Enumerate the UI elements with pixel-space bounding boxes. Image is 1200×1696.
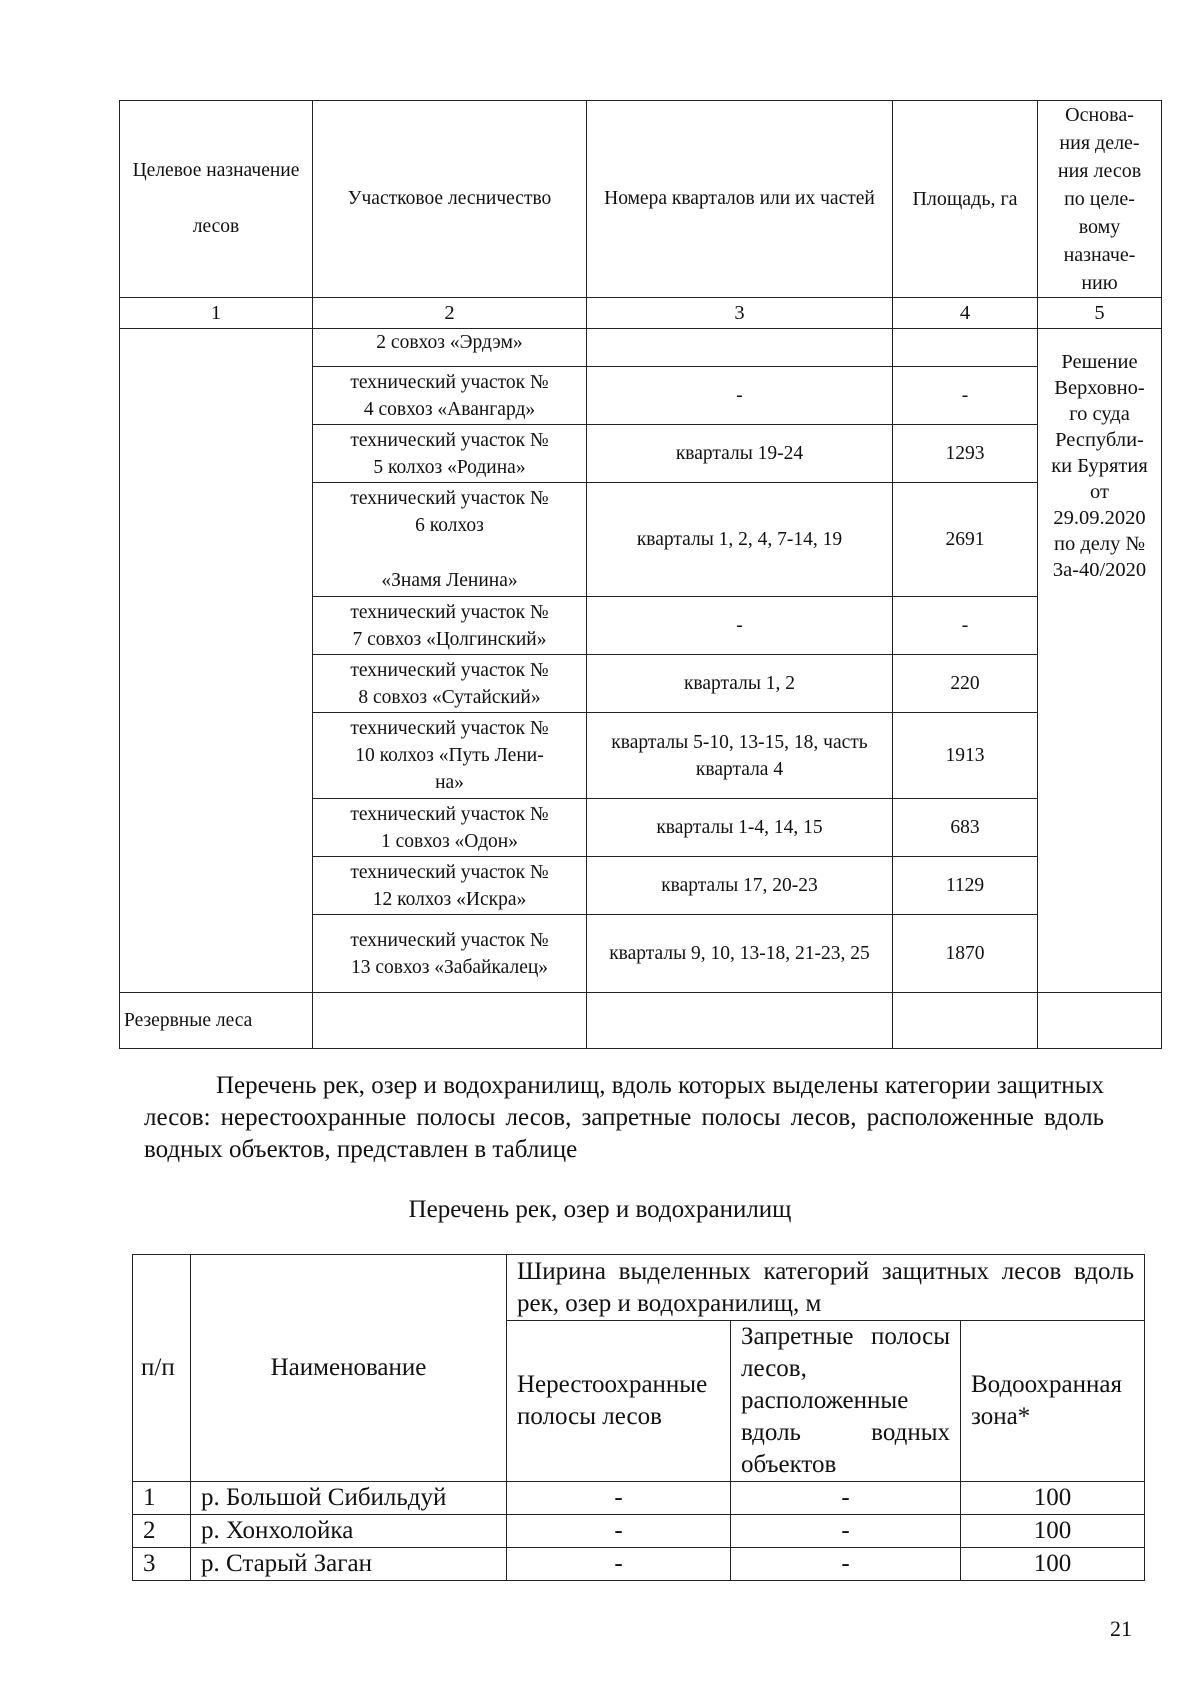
row-name: р. Хонхолойка	[191, 1515, 507, 1548]
header-basis-line: ния лесов	[1057, 160, 1142, 182]
row-water-zone: 100	[961, 1482, 1145, 1515]
header-basis-line: вому	[1078, 216, 1121, 238]
row-num: 2	[133, 1515, 191, 1548]
rivers-table	[132, 1254, 1145, 1581]
row-protected: -	[731, 1548, 961, 1581]
district-line: на»	[435, 772, 464, 793]
header-num: п/п	[133, 1255, 191, 1482]
forest-purpose-table	[119, 100, 1162, 1049]
district-line: 4 совхоз «Авангард»	[363, 398, 536, 420]
column-number-row	[120, 298, 1162, 329]
district-cell	[313, 857, 587, 915]
district-line: технический участок №	[350, 429, 549, 451]
row-water-zone: 100	[961, 1515, 1145, 1548]
header-basis-line: Основа-	[1065, 104, 1134, 126]
row-spawning: -	[507, 1548, 731, 1581]
area-cell: -	[893, 597, 1038, 655]
row-protected: -	[731, 1482, 961, 1515]
basis-line: ки Бурятия	[1051, 455, 1148, 477]
district-line: 6 колхоз	[415, 515, 484, 536]
district-line: технический участок №	[350, 861, 549, 883]
header-basis-line: назначе-	[1063, 244, 1136, 266]
row-name: р. Старый Заган	[191, 1548, 507, 1581]
table-header-row	[120, 101, 1162, 298]
district-line: 5 колхоз «Родина»	[373, 456, 526, 478]
district-line: 7 совхоз «Цолгинский»	[352, 628, 547, 650]
table-row	[120, 329, 1162, 367]
column-number: 5	[1038, 298, 1162, 329]
column-number: 3	[587, 298, 893, 329]
district-cell	[313, 655, 587, 713]
header-width-group: Ширина выделенных категорий защитных лесов вдоль рек, озер и водохранилищ, м	[507, 1255, 1145, 1321]
header-purpose: Целевое назначение лесов	[120, 101, 313, 298]
quarters-cell: -	[587, 597, 893, 655]
header-water-zone: Водоохранная зона*	[961, 1321, 1145, 1482]
district-line: технический участок №	[350, 488, 549, 509]
quarters-cell: кварталы 5-10, 13-15, 18, часть квартала 4	[587, 713, 893, 799]
header-basis	[1038, 101, 1162, 298]
district-cell	[313, 713, 587, 799]
quarters-cell: кварталы 1, 2	[587, 655, 893, 713]
header-basis-line: по целе-	[1064, 188, 1135, 210]
row-protected: -	[731, 1515, 961, 1548]
empty-cell	[587, 993, 893, 1049]
header-basis-line: нию	[1081, 272, 1118, 294]
header-spawning-strips: Нерестоохранные полосы лесов	[507, 1321, 731, 1482]
area-cell: 2691	[893, 483, 1038, 597]
reserve-label: Резервные леса	[120, 993, 313, 1049]
quarters-cell: кварталы 9, 10, 13-18, 21-23, 25	[587, 915, 893, 993]
table-row	[133, 1482, 1145, 1515]
district-cell	[313, 483, 587, 597]
district-cell	[313, 915, 587, 993]
column-number: 2	[313, 298, 587, 329]
column-number: 4	[893, 298, 1038, 329]
quarters-cell: -	[587, 367, 893, 425]
basis-line: го суда	[1069, 403, 1130, 425]
district-line: технический участок №	[350, 803, 549, 825]
table-header-row	[133, 1255, 1145, 1321]
body-paragraph	[144, 1070, 1104, 1166]
area-cell: 683	[893, 799, 1038, 857]
quarters-cell	[587, 329, 893, 367]
row-spawning: -	[507, 1515, 731, 1548]
table-row	[133, 1548, 1145, 1581]
empty-cell	[313, 993, 587, 1049]
table-row-reserve	[120, 993, 1162, 1049]
district-cell	[313, 425, 587, 483]
basis-line: Решение	[1061, 351, 1138, 373]
empty-cell	[1038, 993, 1162, 1049]
basis-line: по делу №	[1053, 533, 1146, 555]
table-row	[133, 1515, 1145, 1548]
header-district: Участковое лесничество	[313, 101, 587, 298]
area-cell: 1293	[893, 425, 1038, 483]
basis-line: Верховно-	[1054, 377, 1145, 399]
purpose-cell-empty	[120, 329, 313, 993]
area-cell: 1870	[893, 915, 1038, 993]
district-line: 1 совхоз «Одон»	[380, 830, 518, 852]
district-line: 2 совхоз «Эрдэм»	[376, 332, 523, 353]
area-cell: 1129	[893, 857, 1038, 915]
district-line: технический участок №	[350, 601, 549, 623]
area-cell: 220	[893, 655, 1038, 713]
district-line: технический участок №	[350, 371, 549, 393]
district-line: 12 колхоз «Искра»	[372, 888, 527, 910]
quarters-cell: кварталы 1-4, 14, 15	[587, 799, 893, 857]
row-water-zone: 100	[961, 1548, 1145, 1581]
row-name: р. Большой Сибильдуй	[191, 1482, 507, 1515]
district-line: 13 совхоз «Забайкалец»	[350, 956, 549, 978]
district-line: технический участок №	[350, 929, 549, 951]
district-line: технический участок №	[350, 718, 549, 739]
row-num: 3	[133, 1548, 191, 1581]
paragraph-text: Перечень рек, озер и водохранилищ, вдоль которых выделены категории защитных лесов: нерестоохранные полосы лесов, запретные полосы лесов, расположенные вдоль водных объектов, представлен в таблице	[144, 1072, 1104, 1163]
basis-cell	[1038, 329, 1162, 993]
column-number: 1	[120, 298, 313, 329]
district-line: 8 совхоз «Сутайский»	[358, 686, 541, 708]
area-cell: 1913	[893, 713, 1038, 799]
district-cell	[313, 799, 587, 857]
header-protected-strips: Запретные полосы лесов, расположенные вдоль водных объектов	[731, 1321, 961, 1482]
district-line: «Знамя Ленина»	[381, 570, 518, 591]
quarters-cell: кварталы 19-24	[587, 425, 893, 483]
basis-line: от	[1090, 481, 1109, 503]
area-cell	[893, 329, 1038, 367]
basis-line: Республи-	[1055, 429, 1144, 451]
header-quarters: Номера кварталов или их частей	[587, 101, 893, 298]
district-cell	[313, 367, 587, 425]
header-name: Наименование	[191, 1255, 507, 1482]
area-cell: -	[893, 367, 1038, 425]
district-line: 10 колхоз «Путь Лени-	[355, 745, 544, 766]
basis-line: 29.09.2020	[1053, 507, 1146, 529]
empty-cell	[893, 993, 1038, 1049]
page-number: 21	[1110, 1616, 1132, 1641]
row-spawning: -	[507, 1482, 731, 1515]
header-area: Площадь, га	[893, 101, 1038, 298]
district-cell	[313, 597, 587, 655]
district-cell	[313, 329, 587, 367]
header-basis-line: ния деле-	[1059, 132, 1140, 154]
table-caption: Перечень рек, озер и водохранилищ	[408, 1196, 792, 1223]
row-num: 1	[133, 1482, 191, 1515]
basis-line: 3а-40/2020	[1052, 559, 1147, 581]
district-line: технический участок №	[350, 659, 549, 681]
quarters-cell: кварталы 1, 2, 4, 7-14, 19	[587, 483, 893, 597]
quarters-cell: кварталы 17, 20-23	[587, 857, 893, 915]
